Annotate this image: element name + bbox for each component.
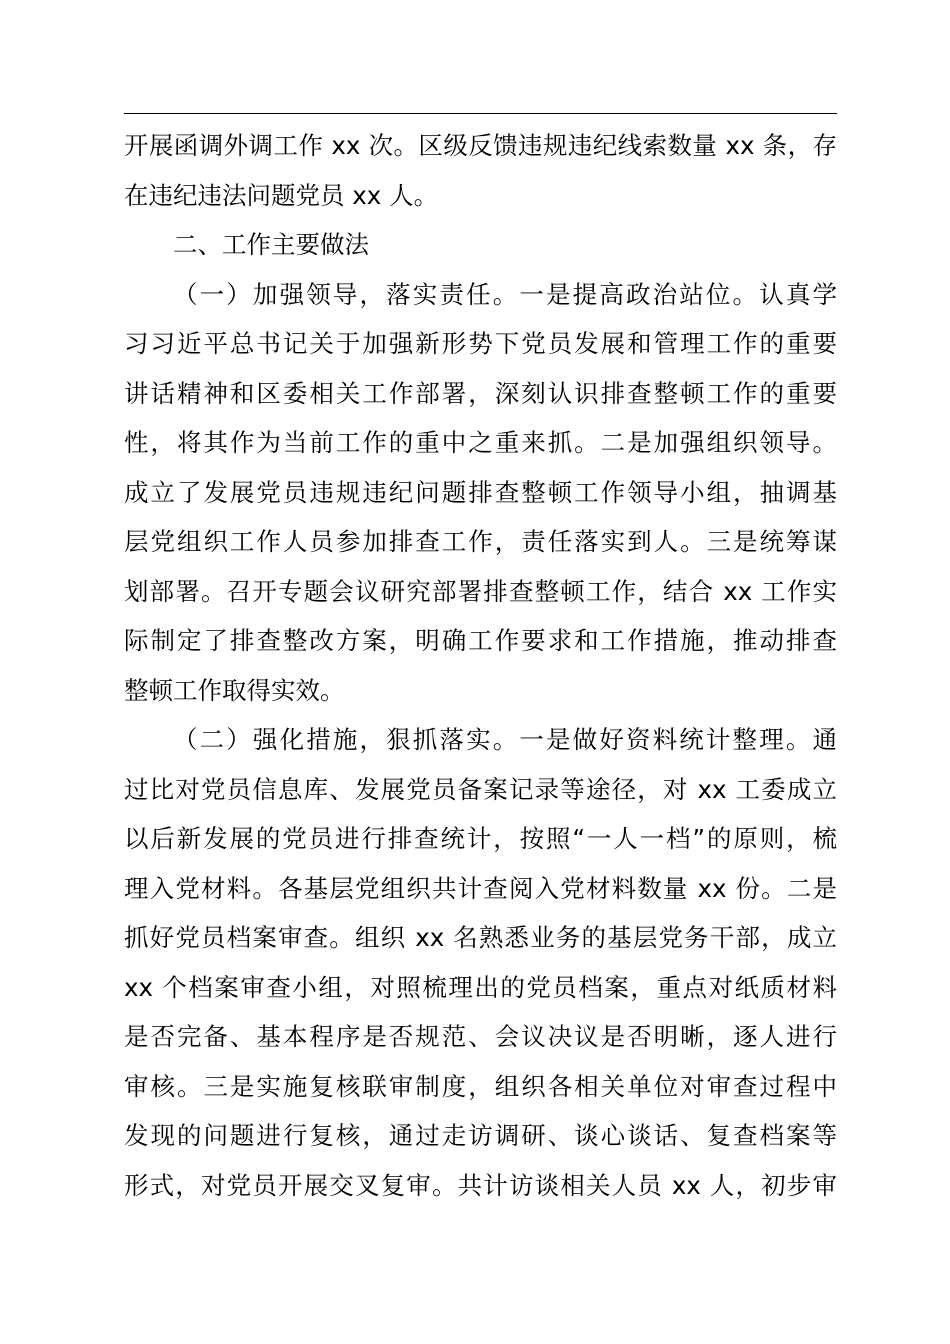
paragraph-line: 讲话精神和区委相关工作部署，深刻认识排查整顿工作的重要 [124, 378, 837, 408]
paragraph-line: 过比对党员信息库、发展党员备案记录等途径，对 xx 工委成立 [124, 774, 837, 804]
paragraph-line: 形式，对党员开展交叉复审。共计访谈相关人员 xx 人，初步审 [124, 1170, 837, 1200]
paragraph-line: 性，将其作为当前工作的重中之重来抓。二是加强组织领导。 [124, 428, 837, 457]
paragraph-line: 抓好党员档案审查。组织 xx 名熟悉业务的基层党务干部，成立 [124, 923, 837, 952]
paragraph-line: 发现的问题进行复核，通过走访调研、谈心谈话、复查档案等 [124, 1121, 837, 1150]
paragraph-line: 整顿工作取得实效。 [124, 675, 345, 705]
paragraph-line: （一）加强领导，落实责任。一是提高政治站位。认真学 [173, 279, 837, 309]
paragraph-line: 在违纪违法问题党员 xx 人。 [124, 180, 439, 210]
paragraph-line: （二）强化措施，狠抓落实。一是做好资料统计整理。通 [173, 725, 837, 754]
body-text [124, 121, 837, 1210]
paragraph-line: 成立了发展党员违规违纪问题排查整顿工作领导小组，抽调基 [124, 477, 837, 507]
paragraph-line: 是否完备、基本程序是否规范、会议决议是否明晰，逐人进行 [124, 1022, 837, 1051]
paragraph-line: 以后新发展的党员进行排查统计，按照“一人一档”的原则，梳 [124, 824, 837, 853]
paragraph-line: 理入党材料。各基层党组织共计查阅入党材料数量 xx 份。二是 [124, 873, 837, 903]
paragraph-line: xx 个档案审查小组，对照梳理出的党员档案，重点对纸质材料 [124, 972, 837, 1002]
paragraph-line: 际制定了排查整改方案，明确工作要求和工作措施，推动排查 [124, 626, 837, 655]
paragraph-line: 层党组织工作人员参加排查工作，责任落实到人。三是统筹谋 [124, 527, 837, 556]
paragraph-line: 开展函调外调工作 xx 次。区级反馈违规违纪线索数量 xx 条，存 [124, 131, 837, 160]
paragraph-line: 划部署。召开专题会议研究部署排查整顿工作，结合 xx 工作实 [124, 576, 837, 606]
paragraph-line: 审核。三是实施复核联审制度，组织各相关单位对审查过程中 [124, 1071, 837, 1101]
paragraph-line: 习习近平总书记关于加强新形势下党员发展和管理工作的重要 [124, 329, 837, 358]
section-heading: 二、工作主要做法 [173, 230, 369, 259]
header-rule [124, 113, 837, 114]
